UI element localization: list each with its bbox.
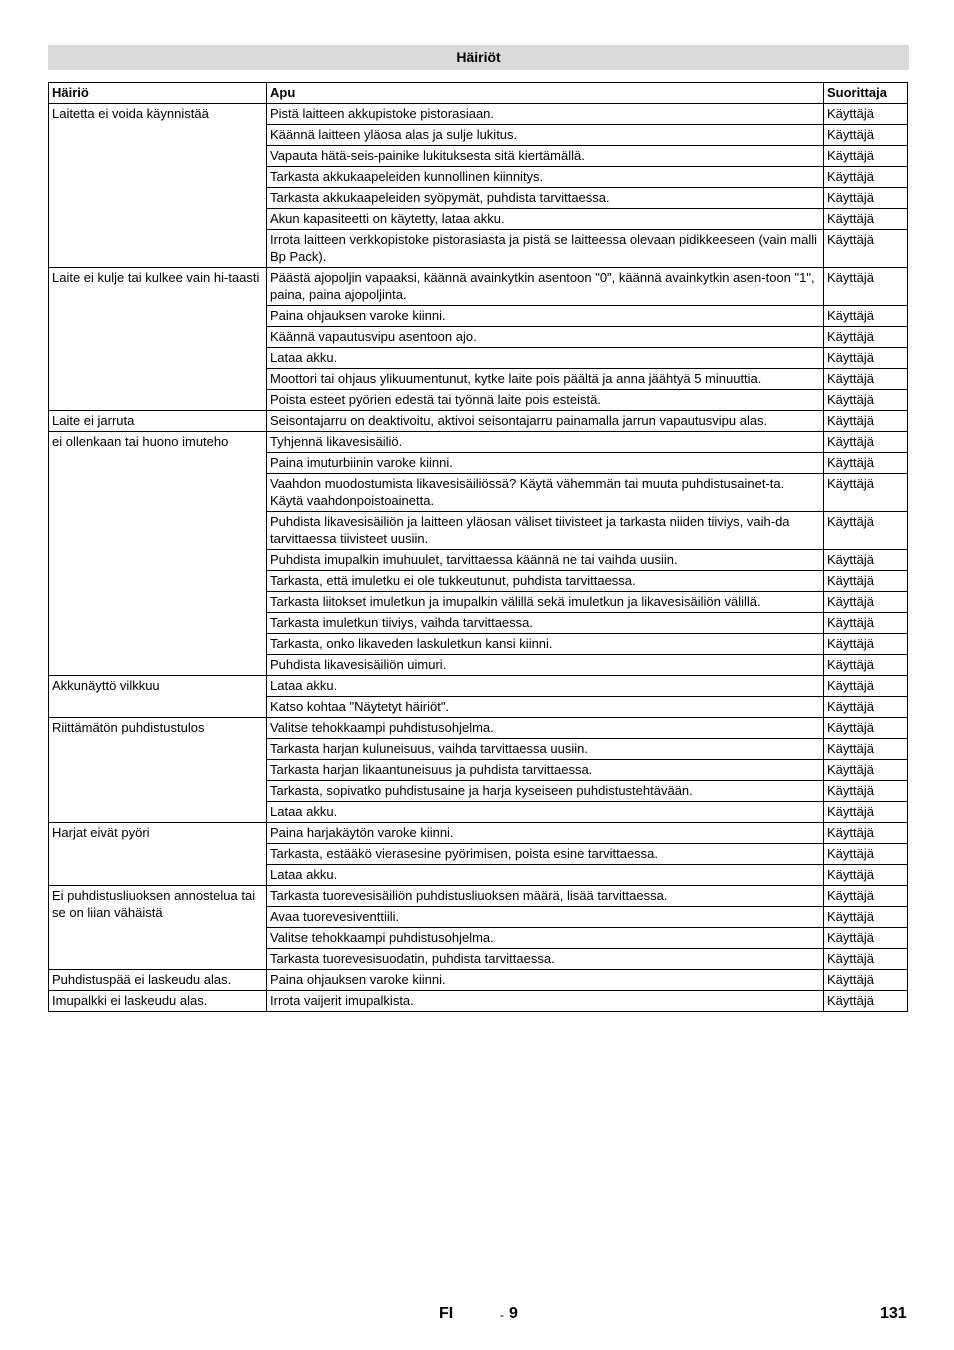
remedy-cell: Tarkasta imuletkun tiiviys, vaihda tarvittaessa. — [267, 613, 824, 634]
performer-cell: Käyttäjä — [824, 188, 908, 209]
remedy-cell: Valitse tehokkaampi puhdistusohjelma. — [267, 928, 824, 949]
table-row — [49, 268, 908, 306]
remedy-cell: Tarkasta, että imuletku ei ole tukkeutunut, puhdista tarvittaessa. — [267, 571, 824, 592]
performer-cell: Käyttäjä — [824, 907, 908, 928]
performer-cell: Käyttäjä — [824, 453, 908, 474]
performer-cell: Käyttäjä — [824, 844, 908, 865]
remedy-cell: Akun kapasiteetti on käytetty, lataa akku. — [267, 209, 824, 230]
performer-cell: Käyttäjä — [824, 676, 908, 697]
performer-cell: Käyttäjä — [824, 655, 908, 676]
performer-cell: Käyttäjä — [824, 327, 908, 348]
performer-cell: Käyttäjä — [824, 432, 908, 453]
performer-cell: Käyttäjä — [824, 104, 908, 125]
remedy-cell: Tarkasta tuorevesisuodatin, puhdista tarvittaessa. — [267, 949, 824, 970]
table-row — [49, 676, 908, 697]
remedy-cell: Tyhjennä likavesisäiliö. — [267, 432, 824, 453]
header-by: Suorittaja — [824, 83, 908, 104]
performer-cell: Käyttäjä — [824, 634, 908, 655]
remedy-cell: Avaa tuorevesiventtiili. — [267, 907, 824, 928]
performer-cell: Käyttäjä — [824, 718, 908, 739]
fault-cell: Harjat eivät pyöri — [49, 823, 267, 886]
remedy-cell: Lataa akku. — [267, 802, 824, 823]
remedy-cell: Käännä laitteen yläosa alas ja sulje lukitus. — [267, 125, 824, 146]
section-title: Häiriöt — [48, 45, 909, 70]
remedy-cell: Irrota laitteen verkkopistoke pistorasiasta ja pistä se laitteessa olevaan pidikkeeseen (vain malli Bp Pack). — [267, 230, 824, 268]
performer-cell: Käyttäjä — [824, 348, 908, 369]
remedy-cell: Tarkasta akkukaapeleiden kunnollinen kiinnitys. — [267, 167, 824, 188]
performer-cell: Käyttäjä — [824, 928, 908, 949]
table-row — [49, 970, 908, 991]
performer-cell: Käyttäjä — [824, 781, 908, 802]
performer-cell: Käyttäjä — [824, 411, 908, 432]
performer-cell: Käyttäjä — [824, 865, 908, 886]
fault-table — [48, 82, 908, 1012]
remedy-cell: Puhdista likavesisäiliön uimuri. — [267, 655, 824, 676]
remedy-cell: Tarkasta, estääkö vierasesine pyörimisen, poista esine tarvittaessa. — [267, 844, 824, 865]
fault-cell: ei ollenkaan tai huono imuteho — [49, 432, 267, 676]
remedy-cell: Tarkasta tuorevesisäiliön puhdistusliuoksen määrä, lisää tarvittaessa. — [267, 886, 824, 907]
footer-section-number: 9 — [509, 1305, 518, 1322]
footer-dash: - — [500, 1308, 504, 1322]
remedy-cell: Käännä vapautusvipu asentoon ajo. — [267, 327, 824, 348]
performer-cell: Käyttäjä — [824, 886, 908, 907]
performer-cell: Käyttäjä — [824, 369, 908, 390]
remedy-cell: Tarkasta, onko likaveden laskuletkun kansi kiinni. — [267, 634, 824, 655]
table-row — [49, 104, 908, 125]
remedy-cell: Puhdista likavesisäiliön ja laitteen yläosan väliset tiivisteet ja tarkasta niiden tiiviys, vaih-da tarvittaessa tiivisteet uusiin. — [267, 512, 824, 550]
performer-cell: Käyttäjä — [824, 390, 908, 411]
performer-cell: Käyttäjä — [824, 146, 908, 167]
performer-cell: Käyttäjä — [824, 613, 908, 634]
header-fault: Häiriö — [49, 83, 267, 104]
fault-cell: Ei puhdistusliuoksen annostelua tai se on liian vähäistä — [49, 886, 267, 970]
performer-cell: Käyttäjä — [824, 550, 908, 571]
remedy-cell: Päästä ajopoljin vapaaksi, käännä avainkytkin asentoon "0", käännä avainkytkin asen-toon "1", paina, paina ajopoljinta. — [267, 268, 824, 306]
remedy-cell: Valitse tehokkaampi puhdistusohjelma. — [267, 718, 824, 739]
remedy-cell: Lataa akku. — [267, 348, 824, 369]
table-row — [49, 411, 908, 432]
table-row — [49, 718, 908, 739]
fault-cell: Puhdistuspää ei laskeudu alas. — [49, 970, 267, 991]
remedy-cell: Tarkasta liitokset imuletkun ja imupalkin välillä sekä imuletkun ja likavesisäiliön välillä. — [267, 592, 824, 613]
remedy-cell: Irrota vaijerit imupalkista. — [267, 991, 824, 1012]
remedy-cell: Vaahdon muodostumista likavesisäiliössä? Käytä vähemmän tai muuta puhdistusainet-ta. Käytä vaahdonpoistoainetta. — [267, 474, 824, 512]
performer-cell: Käyttäjä — [824, 970, 908, 991]
remedy-cell: Paina ohjauksen varoke kiinni. — [267, 306, 824, 327]
header-remedy: Apu — [267, 83, 824, 104]
performer-cell: Käyttäjä — [824, 991, 908, 1012]
performer-cell: Käyttäjä — [824, 306, 908, 327]
performer-cell: Käyttäjä — [824, 592, 908, 613]
performer-cell: Käyttäjä — [824, 209, 908, 230]
table-row — [49, 991, 908, 1012]
remedy-cell: Tarkasta harjan kuluneisuus, vaihda tarvittaessa uusiin. — [267, 739, 824, 760]
remedy-cell: Tarkasta akkukaapeleiden syöpymät, puhdista tarvittaessa. — [267, 188, 824, 209]
performer-cell: Käyttäjä — [824, 571, 908, 592]
performer-cell: Käyttäjä — [824, 474, 908, 512]
fault-cell: Riittämätön puhdistustulos — [49, 718, 267, 823]
table-row — [49, 823, 908, 844]
remedy-cell: Paina ohjauksen varoke kiinni. — [267, 970, 824, 991]
remedy-cell: Moottori tai ohjaus ylikuumentunut, kytke laite pois päältä ja anna jäähtyä 5 minuuttia. — [267, 369, 824, 390]
footer-language: FI — [439, 1305, 454, 1322]
performer-cell: Käyttäjä — [824, 697, 908, 718]
remedy-cell: Tarkasta, sopivatko puhdistusaine ja harja kyseiseen puhdistustehtävään. — [267, 781, 824, 802]
performer-cell: Käyttäjä — [824, 512, 908, 550]
remedy-cell: Katso kohtaa "Näytetyt häiriöt". — [267, 697, 824, 718]
remedy-cell: Seisontajarru on deaktivoitu, aktivoi seisontajarru painamalla jarrun vapautusvipu alas. — [267, 411, 824, 432]
table-row — [49, 886, 908, 907]
performer-cell: Käyttäjä — [824, 739, 908, 760]
performer-cell: Käyttäjä — [824, 802, 908, 823]
remedy-cell: Tarkasta harjan likaantuneisuus ja puhdista tarvittaessa. — [267, 760, 824, 781]
table-header-row — [49, 83, 908, 104]
performer-cell: Käyttäjä — [824, 949, 908, 970]
fault-cell: Laite ei jarruta — [49, 411, 267, 432]
table-row — [49, 432, 908, 453]
remedy-cell: Pistä laitteen akkupistoke pistorasiaan. — [267, 104, 824, 125]
remedy-cell: Paina imuturbiinin varoke kiinni. — [267, 453, 824, 474]
performer-cell: Käyttäjä — [824, 760, 908, 781]
remedy-cell: Vapauta hätä-seis-painike lukituksesta sitä kiertämällä. — [267, 146, 824, 167]
performer-cell: Käyttäjä — [824, 823, 908, 844]
fault-cell: Imupalkki ei laskeudu alas. — [49, 991, 267, 1012]
fault-cell: Laite ei kulje tai kulkee vain hi-taasti — [49, 268, 267, 411]
remedy-cell: Lataa akku. — [267, 865, 824, 886]
performer-cell: Käyttäjä — [824, 125, 908, 146]
remedy-cell: Puhdista imupalkin imuhuulet, tarvittaessa käännä ne tai vaihda uusiin. — [267, 550, 824, 571]
remedy-cell: Lataa akku. — [267, 676, 824, 697]
performer-cell: Käyttäjä — [824, 230, 908, 268]
page-number: 131 — [880, 1305, 907, 1322]
fault-table-body — [49, 104, 908, 1012]
fault-cell: Laitetta ei voida käynnistää — [49, 104, 267, 268]
fault-cell: Akkunäyttö vilkkuu — [49, 676, 267, 718]
performer-cell: Käyttäjä — [824, 167, 908, 188]
remedy-cell: Paina harjakäytön varoke kiinni. — [267, 823, 824, 844]
performer-cell: Käyttäjä — [824, 268, 908, 306]
remedy-cell: Poista esteet pyörien edestä tai työnnä laite pois esteistä. — [267, 390, 824, 411]
